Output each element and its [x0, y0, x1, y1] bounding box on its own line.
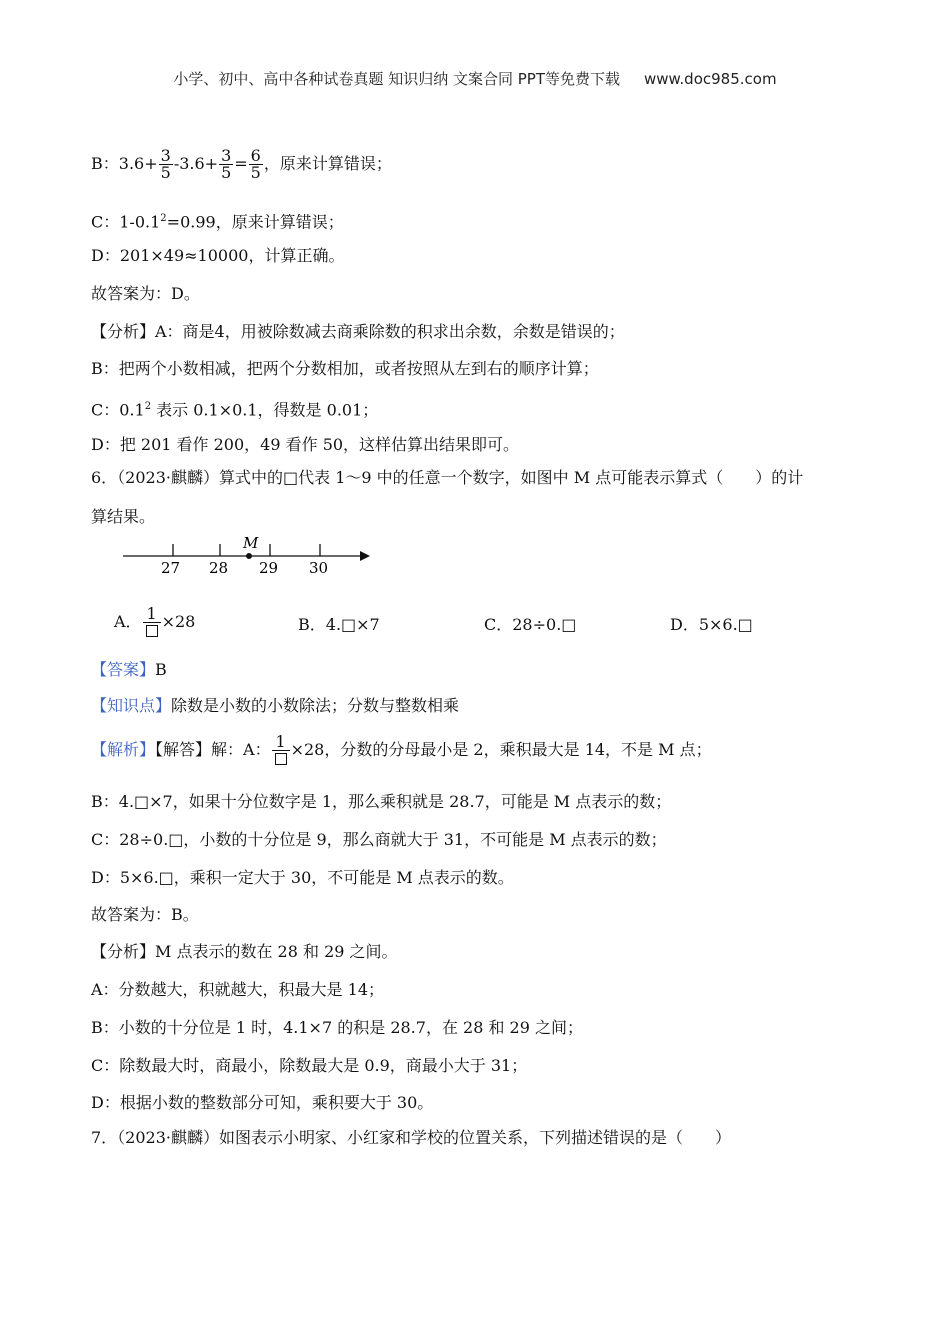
q7-stem: 7．（2023·麒麟）如图表示小明家、小红家和学校的位置关系，下列描述错误的是（ ）: [91, 1128, 731, 1147]
blank-square-icon: [275, 753, 287, 765]
fraction: $\frac{6}{5}$: [250, 146, 261, 182]
solution-row: 【解析】【解答】解：A： 1 ×28，分数的分母最小是 2，乘积最大是 14，不是 M 点；: [91, 734, 712, 767]
point-m: [246, 553, 252, 559]
option-b: B．4.□×7: [298, 615, 380, 634]
answer-line: 故答案为：D。: [91, 284, 200, 303]
number-line-arrow-icon: [360, 551, 370, 561]
analysis-line: 【分析】A：商是4，用被除数减去商乘除数的积求出余数，余数是错误的；: [91, 322, 625, 341]
knowledge-row: 【知识点】除数是小数的小数除法；分数与整数相乘: [91, 696, 460, 715]
q6-stem-line2: 算结果。: [91, 507, 156, 526]
page-header: [0, 68, 950, 89]
line-b-calc: B：3.6+ $\frac{3}{5}$ -3.6+ $\frac{3}{5}$ = $\frac{6}{5}$ ，原来计算错误；: [91, 146, 392, 182]
analysis-d: D：把 201 看作 200，49 看作 50，这样估算出结果即可。: [91, 435, 520, 454]
analysis-c: C：$0.1^2$ 表示 0.1×0.1，得数是 0.01；: [91, 400, 379, 420]
solution-b: B：4.□×7，如果十分位数字是 1，那么乘积就是 28.7，可能是 M 点表示的数；: [91, 792, 672, 811]
q6-stem-line1: 6．（2023·麒麟）算式中的□代表 1～9 中的任意一个数字，如图中 M 点可能表示算式（ ）的计: [91, 468, 804, 487]
analysis-b: B：把两个小数相减，把两个分数相加，或者按照从左到右的顺序计算；: [91, 359, 599, 378]
fraction: $\frac{3}{5}$: [160, 146, 171, 182]
header-url[interactable]: www.doc985.com: [643, 70, 777, 88]
tick-label-29: 29: [259, 559, 279, 577]
line-d-calc: D：201×49≈10000，计算正确。: [91, 246, 345, 265]
q6-analysis-1: 【分析】M 点表示的数在 28 和 29 之间。: [91, 942, 398, 961]
q6-analysis-4: C：除数最大时，商最小，除数最大是 0.9，商最小大于 31；: [91, 1056, 528, 1075]
q6-analysis-2: A：分数越大，积就越大，积最大是 14；: [91, 980, 385, 999]
tick-label-27: 27: [161, 559, 181, 577]
answer-row: 【答案】B: [91, 660, 167, 679]
solution-c: C：28÷0.□，小数的十分位是 9，那么商就大于 31，不可能是 M 点表示的数；: [91, 830, 667, 849]
line-c-calc: C：$1-0.1^2=0.99$，原来计算错误；: [91, 212, 344, 232]
tick-label-30: 30: [309, 559, 329, 577]
option-d: D．5×6.□: [670, 615, 753, 634]
q6-answer: 故答案为：B。: [91, 905, 199, 924]
option-c: C．28÷0.□: [484, 615, 577, 634]
option-a: A． 1 ×28: [114, 606, 195, 639]
blank-square-icon: [146, 625, 158, 637]
header-text: 小学、初中、高中各种试卷真题 知识归纳 文案合同 PPT等免费下载: [173, 70, 620, 88]
solution-d: D：5×6.□，乘积一定大于 30，不可能是 M 点表示的数。: [91, 868, 514, 887]
tick-label-28: 28: [209, 559, 229, 577]
q6-analysis-5: D：根据小数的整数部分可知，乘积要大于 30。: [91, 1093, 434, 1112]
point-m-label: M: [243, 534, 259, 552]
q6-analysis-3: B：小数的十分位是 1 时，4.1×7 的积是 28.7，在 28 和 29 之间；: [91, 1018, 584, 1037]
fraction: $\frac{3}{5}$: [221, 146, 232, 182]
number-line: [115, 532, 385, 582]
